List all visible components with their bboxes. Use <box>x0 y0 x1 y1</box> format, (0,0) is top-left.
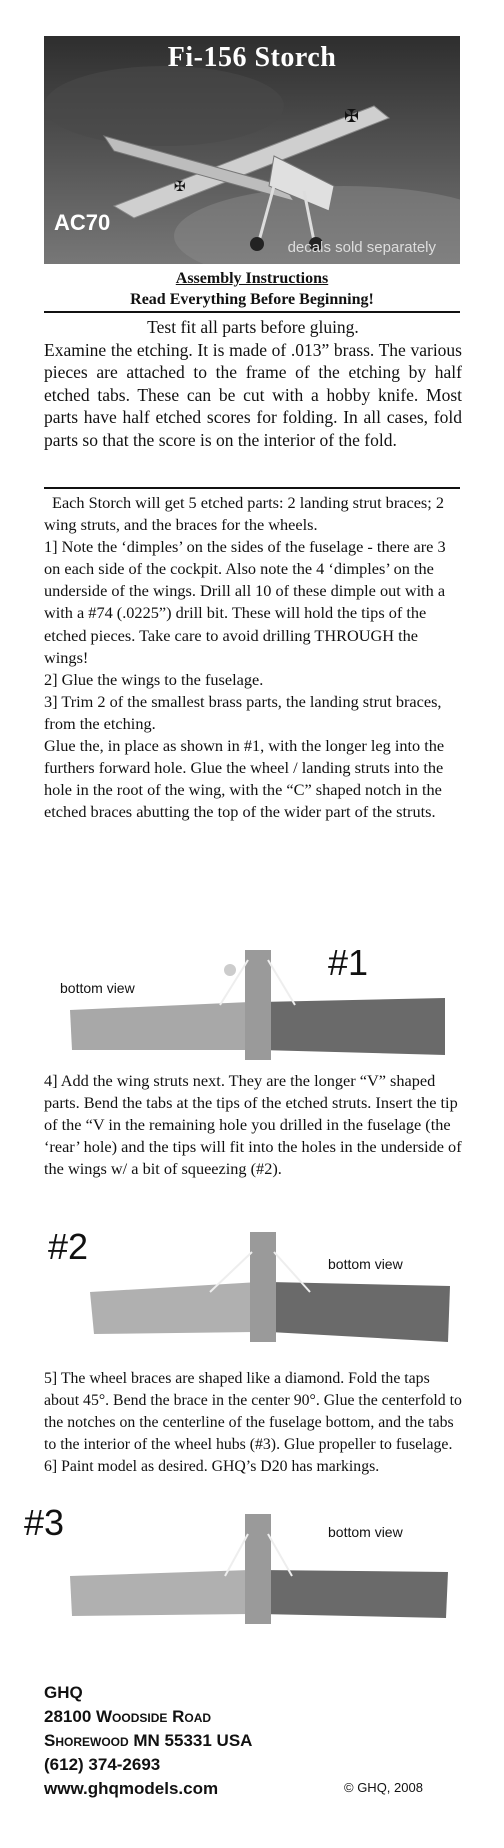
step-5: 5] The wheel braces are shaped like a diamond. Fold the taps about 45°. Bend the brace in the center 90°. Glue the centerfold to the notches on the centerline of the fuselage bottom, and the tabs to the interior of the wheel hubs (#3). Glue propeller to fuselage. <box>44 1370 462 1453</box>
contact-block <box>44 1681 252 1801</box>
step-1: 1] Note the ‘dimples’ on the sides of the fuselage - there are 3 on each side of the cockpit. Also note the 4 ‘dimples’ on the underside of the wings. Drill all 10 of these dimple out with a with a #74 (.0225”) drill bit. These will hold the tips of the etched pieces. Take care to avoid drilling THROUGH the wings! <box>44 537 446 667</box>
svg-text:✠: ✠ <box>344 106 360 127</box>
svg-text:✠: ✠ <box>174 179 186 195</box>
photo-3-number: #3 <box>24 1502 65 1543</box>
company-name: GHQ <box>44 1683 83 1702</box>
photo-1-label: bottom view <box>60 980 135 996</box>
photo-1-number: #1 <box>328 942 369 983</box>
photo-3 <box>24 1502 452 1624</box>
read-first-heading: Read Everything Before Beginning! <box>130 291 374 308</box>
step-6: 6] Paint model as desired. GHQ’s D20 has markings. <box>44 1458 380 1475</box>
steps-section-3 <box>44 1368 462 1478</box>
model-code: AC70 <box>54 210 111 235</box>
photo-2-label: bottom view <box>328 1256 403 1272</box>
model-title: Fi-156 Storch <box>167 42 337 73</box>
cover-photo <box>44 36 460 264</box>
photo-3-label: bottom view <box>328 1524 403 1540</box>
intro-body: Examine the etching. It is made of .013” brass. The various pieces are attached to the frame of the etching by half etched tabs. These can be cut with a hobby knife. Most parts have half etched scores for folding. In all cases, fold parts so that the score is on the interior of the fold. <box>44 339 462 450</box>
step-3: 3] Trim 2 of the smallest brass parts, the landing strut braces, from the etching. <box>44 691 442 733</box>
decals-note: decals sold separately <box>287 239 436 256</box>
photo-1-image <box>60 950 452 1060</box>
step-4: 4] Add the wing struts next. They are the longer “V” shaped parts. Bend the tabs at the tips of the etched struts. Insert the tip of the “V in the remaining hole you drilled in the fuselage (the ‘rear’ hole) and the tips will fit into the holes in the underside of the wings w/ a bit of squeezing (#2). <box>44 1071 462 1179</box>
divider <box>44 487 460 489</box>
website-link[interactable]: www.ghqmodels.com <box>44 1779 219 1798</box>
photo-1 <box>60 942 452 1060</box>
city-address: Shorewood MN 55331 USA <box>44 1731 253 1750</box>
parts-list: Each Storch will get 5 etched parts: 2 landing strut braces; 2 wing struts, and the braces for the wheels. <box>44 493 444 535</box>
step-3-detail: Glue the, in place as shown in #1, with the longer leg into the furthers forward hole. Glue the wheel / landing struts into the hole in the root of the wing, with the “C” shaped notch in the etched braces abutting the top of the wider part of the struts. <box>44 736 445 822</box>
intro-section <box>44 316 462 451</box>
phone-number: (612) 374-2693 <box>44 1755 161 1774</box>
intro-first-line: Test fit all parts before gluing. <box>147 317 359 337</box>
steps-section-1 <box>44 492 462 823</box>
photo-2-number: #2 <box>48 1226 89 1267</box>
divider <box>44 311 460 313</box>
assembly-heading: Assembly Instructions <box>175 270 329 287</box>
photo-2 <box>48 1226 452 1342</box>
copyright-notice: © GHQ, 2008 <box>344 1780 423 1795</box>
photo-2-image <box>60 1232 452 1342</box>
steps-section-2 <box>44 1070 462 1180</box>
street-address: 28100 Woodside Road <box>44 1707 212 1726</box>
step-2: 2] Glue the wings to the fuselage. <box>44 669 264 689</box>
